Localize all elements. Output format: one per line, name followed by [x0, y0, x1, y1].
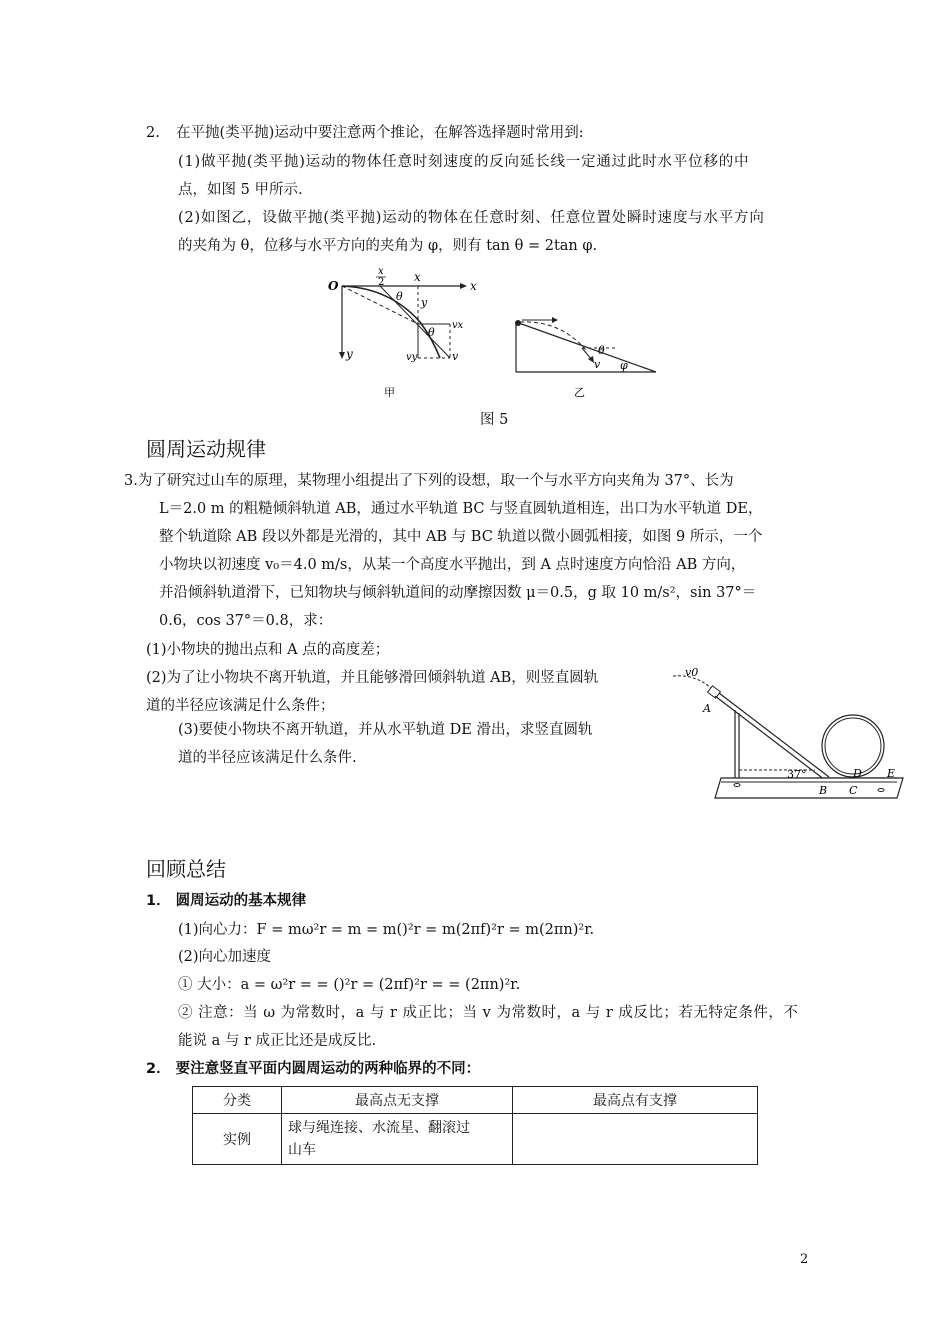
figure-9-label-d: D — [853, 767, 862, 780]
figure-9-label-e: E — [887, 767, 896, 780]
question-3-line-1: 3.为了研究过山车的原理，某物理小组提出了下列的设想，取一个与水平方向夹角为 37°、长为 — [124, 473, 734, 489]
question-3-part-3-line-2: 道的半径应该满足什么条件. — [178, 750, 357, 766]
question-3-line-5: 并沿倾斜轨道滑下，已知物块与倾斜轨道间的动摩擦因数 μ＝0.5，g 取 10 m/s²，sin 37°＝ — [159, 585, 757, 601]
review-formula-heading: (2)向心加速度 — [178, 949, 272, 965]
figure-5 — [320, 262, 670, 412]
question-3-line-4: 小物块以初速度 v₀＝4.0 m/s，从某一个高度水平抛出，到 A 点时速度方向恰沿 AB 方向， — [159, 557, 746, 573]
table-header-no-support: 最高点无支撑 — [282, 1087, 513, 1114]
section-2-title: 在平抛(类平抛)运动中要注意两个推论，在解答选择题时常用到: — [176, 125, 584, 141]
figure-9-label-angle: 37° — [787, 768, 807, 781]
table-cell-example-label: 实例 — [193, 1114, 282, 1165]
table-cell-no-support-line-2: 山车 — [288, 1142, 316, 1158]
figure-9-label-v0: v0 — [685, 666, 699, 679]
figure-5-label-half-x-den: 2 — [378, 277, 385, 288]
figure-5-label-theta-1: θ — [396, 290, 403, 303]
review-note-line-2: 能说 a 与 r 成正比还是成反比. — [178, 1033, 377, 1049]
table-cell-no-support-line-1: 球与绳连接、水流星、翻滚过 — [288, 1120, 470, 1136]
figure-5-label-v-yi: v — [594, 358, 601, 371]
review-formula-centripetal-force: (1)向心力：F = mω²r = m = m()²r = m(2πf)²r = m(2πn)²r. — [178, 922, 595, 938]
figure-5-label-y-axis: y — [346, 347, 353, 361]
figure-5-label-phi: φ — [620, 359, 628, 372]
table-cell-no-support-example — [282, 1114, 513, 1165]
review-item-2: 2． 要注意竖直平面内圆周运动的两种临界的不同： — [146, 1061, 481, 1077]
figure-5-label-theta-yi: θ — [598, 344, 605, 357]
figure-5-label-jia: 甲 — [384, 386, 395, 399]
question-3-line-2: L＝2.0 m 的粗糙倾斜轨道 AB，通过水平轨道 BC 与竖直圆轨道相连，出口为水平轨道 DE， — [159, 501, 763, 517]
heading-review-summary: 回顾总结 — [146, 857, 226, 881]
heading-circular-motion: 圆周运动规律 — [146, 437, 266, 461]
review-formula-acceleration: ① 大小：a = ω²r = = ()²r = (2πf)²r = = (2πn)²r. — [178, 977, 521, 993]
question-3-part-1: (1)小物块的抛出点和 A 点的高度差； — [146, 642, 390, 658]
critical-conditions-table — [192, 1086, 758, 1165]
question-3-line-6: 0.6，cos 37°＝0.8，求： — [159, 613, 333, 629]
table-cell-with-support-example — [513, 1114, 758, 1165]
figure-5-label-o: O — [328, 279, 339, 293]
page-number: 2 — [800, 1252, 809, 1267]
table-header-with-support: 最高点有支撑 — [513, 1087, 758, 1114]
figure-5-label-vx: vx — [452, 320, 464, 331]
figure-5-jia-diagram — [339, 283, 467, 359]
figure-5-label-half-x-num: x — [378, 266, 384, 277]
inference-1-line-1: (1)做平抛(类平抛)运动的物体任意时刻速度的反向延长线一定通过此时水平位移的中 — [178, 154, 750, 170]
figure-9-label-b: B — [819, 784, 828, 797]
review-item-1: 1． 圆周运动的基本规律 — [146, 893, 307, 909]
figure-5-label-x-mid: x — [414, 270, 421, 284]
table-row — [193, 1114, 758, 1165]
question-3-part-3-line-1: (3)要使小物块不离开轨道，并从水平轨道 DE 滑出，求竖直圆轨 — [178, 722, 593, 738]
figure-5-caption: 图 5 — [480, 412, 509, 428]
figure-9-roller-coaster — [665, 660, 905, 805]
question-3-part-2-line-1: (2)为了让小物块不离开轨道，并且能够滑回倾斜轨道 AB，则竖直圆轨 — [146, 670, 599, 686]
figure-5-yi-diagram — [515, 317, 656, 372]
figure-5-label-vy: vy — [406, 352, 418, 363]
figure-9-label-a: A — [703, 702, 711, 715]
table-header-row — [193, 1087, 758, 1114]
inference-2-line-1: (2)如图乙，设做平抛(类平抛)运动的物体在任意时刻、任意位置处瞬时速度与水平方向 — [178, 210, 765, 226]
review-note-line-1: ② 注意：当 ω 为常数时，a 与 r 成正比；当 v 为常数时，a 与 r 成反比；若无特定条件，不 — [178, 1005, 799, 1021]
inference-2-line-2: 的夹角为 θ，位移与水平方向的夹角为 φ，则有 tan θ = 2tan φ. — [178, 238, 598, 254]
inference-1-line-2: 点，如图 5 甲所示. — [178, 182, 303, 198]
figure-9-label-c: C — [849, 784, 858, 797]
section-2-number: 2. — [146, 125, 160, 141]
figure-5-label-theta-2: θ — [428, 326, 435, 339]
figure-5-label-yi: 乙 — [574, 386, 585, 399]
figure-5-label-v-jia: v — [452, 350, 459, 363]
figure-5-label-x-axis: x — [470, 279, 477, 293]
question-3-part-2-line-2: 道的半径应该满足什么条件； — [146, 698, 335, 714]
figure-5-label-y-disp: y — [421, 296, 428, 309]
table-header-category: 分类 — [193, 1087, 282, 1114]
question-3-line-3: 整个轨道除 AB 段以外都是光滑的，其中 AB 与 BC 轨道以微小圆弧相接，如图 9 所示，一个 — [159, 529, 763, 545]
